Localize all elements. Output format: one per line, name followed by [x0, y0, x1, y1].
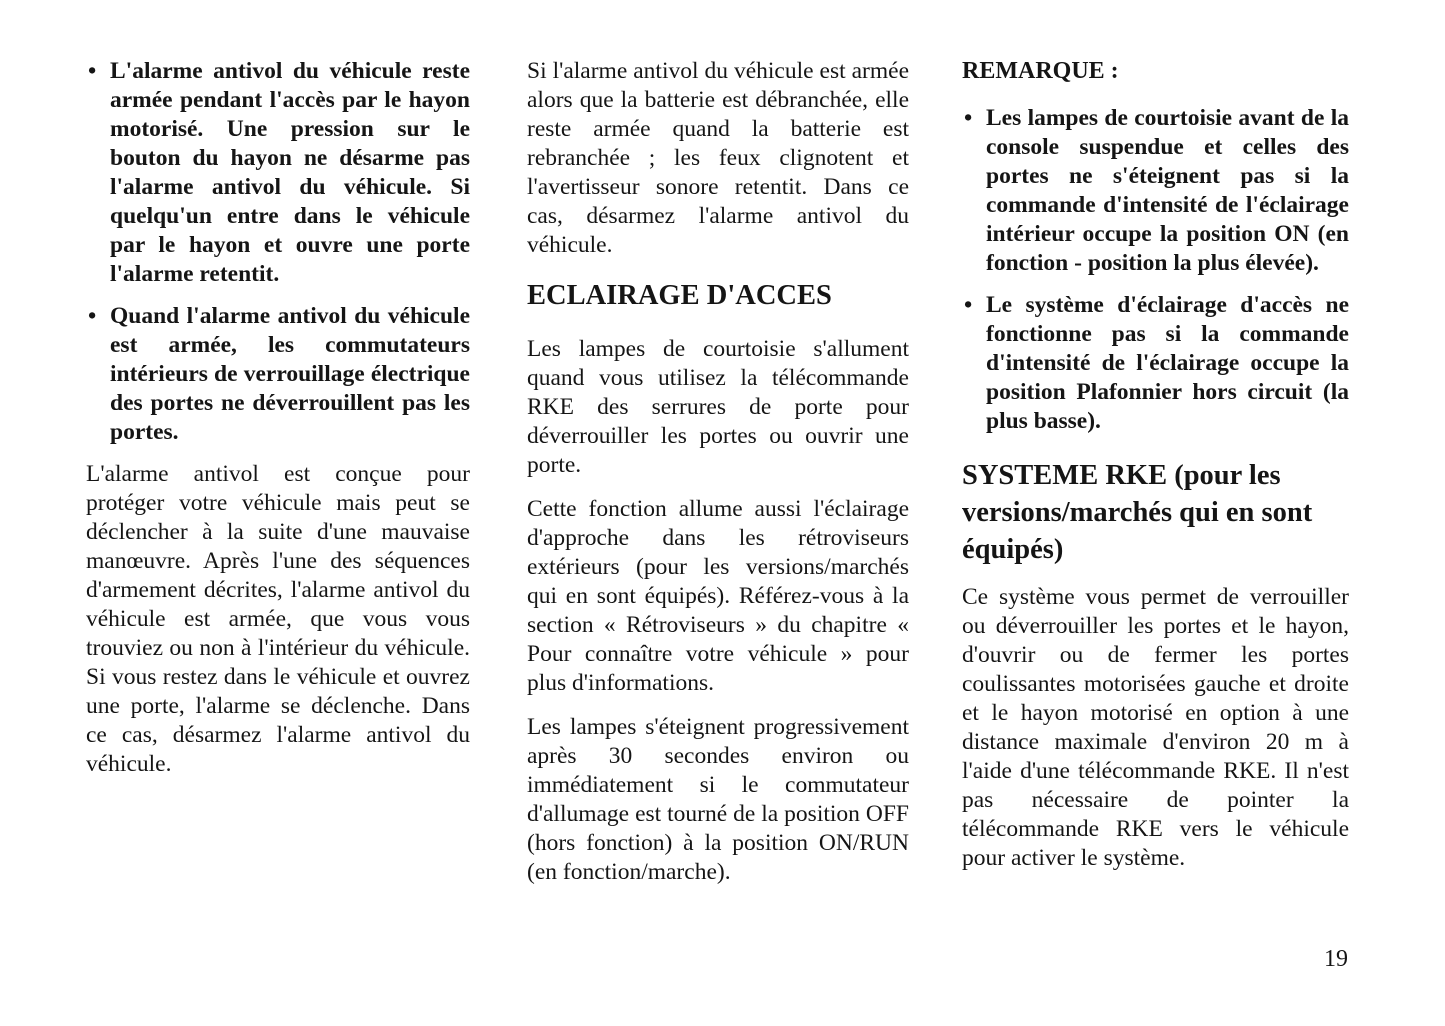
lamps-fade-paragraph: Les lampes s'éteignent progressivement après 30 secondes environ ou immédiatement si le commutateur d'allumage est tourné de la position OFF (hors fonction) à la position ON/RUN (en fonction/marche). [527, 714, 909, 885]
rke-system-heading: SYSTEME RKE (pour les versions/marchés qui en sont équipés) [962, 460, 1313, 565]
column-middle [527, 57, 909, 887]
column-left [86, 57, 470, 779]
approach-lighting-paragraph: Cette fonction allume aussi l'éclairage d'approche dans les rétroviseurs extérieurs (pour les versions/marchés qui en sont équipés). Référez-vous à la section « Rétroviseurs » du chapitre « Pour connaître votre véhicule » pour plus d'informations. [527, 496, 909, 696]
note-list [962, 104, 1349, 436]
battery-disconnect-paragraph: Si l'alarme antivol du véhicule est armée alors que la batterie est débranchée, elle reste armée quand la batterie est rebranchée ; les feux clignotent et l'avertisseur sonore retentit. Dans ce cas, désarmez l'alarme antivol du véhicule. [527, 58, 909, 258]
alarm-bullet-1: • L'alarme antivol du véhicule reste armée pendant l'accès par le hayon motorisé. Une pression sur le bouton du hayon ne désarme pas l'alarme antivol du véhicule. Si quelqu'un entre dans le véhicule par le hayon et ouvre une porte l'alarme retentit. [86, 57, 470, 289]
note-heading: REMARQUE : [962, 58, 1119, 84]
column-right [962, 57, 1349, 873]
alarm-notes-list [86, 57, 470, 447]
rke-system-paragraph: Ce système vous permet de verrouiller ou déverrouiller les portes et le hayon, d'ouvrir ou de fermer les portes coulissantes motorisées gauche et droite et le hayon motorisé en option à une distance maximale d'environ 20 m à l'aide d'une télécommande RKE. Il n'est pas nécessaire de pointer la télécommande RKE vers le véhicule pour activer le système. [962, 584, 1349, 871]
note-bullet-2: • Le système d'éclairage d'accès ne fonctionne pas si la commande d'intensité de l'éclairage occupe la position Plafonnier hors circuit (la plus basse). [962, 291, 1349, 436]
note-bullet-1: • Les lampes de courtoisie avant de la console suspendue et celles des portes ne s'éteignent pas si la commande d'intensité de l'éclairage intérieur occupe la position ON (en fonction - position la plus élevée). [962, 104, 1349, 278]
page-number: 19 [1324, 946, 1348, 972]
alarm-bullet-2: • Quand l'alarme antivol du véhicule est armée, les commutateurs intérieurs de verrouillage électrique des portes ne déverrouillent pas les portes. [86, 302, 470, 447]
courtesy-lamps-paragraph: Les lampes de courtoisie s'allument quand vous utilisez la télécommande RKE des serrures de porte pour déverrouiller les portes ou ouvrir une porte. [527, 336, 909, 478]
alarm-design-paragraph: L'alarme antivol est conçue pour protéger votre véhicule mais peut se déclencher à la suite d'une mauvaise manœuvre. Après l'une des séquences d'armement décrites, l'alarme antivol du véhicule est armée, que vous vous trouviez ou non à l'intérieur du véhicule. Si vous restez dans le véhicule et ouvrez une porte, l'alarme se déclenche. Dans ce cas, désarmez l'alarme antivol du véhicule. [86, 461, 470, 777]
access-lighting-heading: ECLAIRAGE D'ACCES [527, 280, 832, 311]
